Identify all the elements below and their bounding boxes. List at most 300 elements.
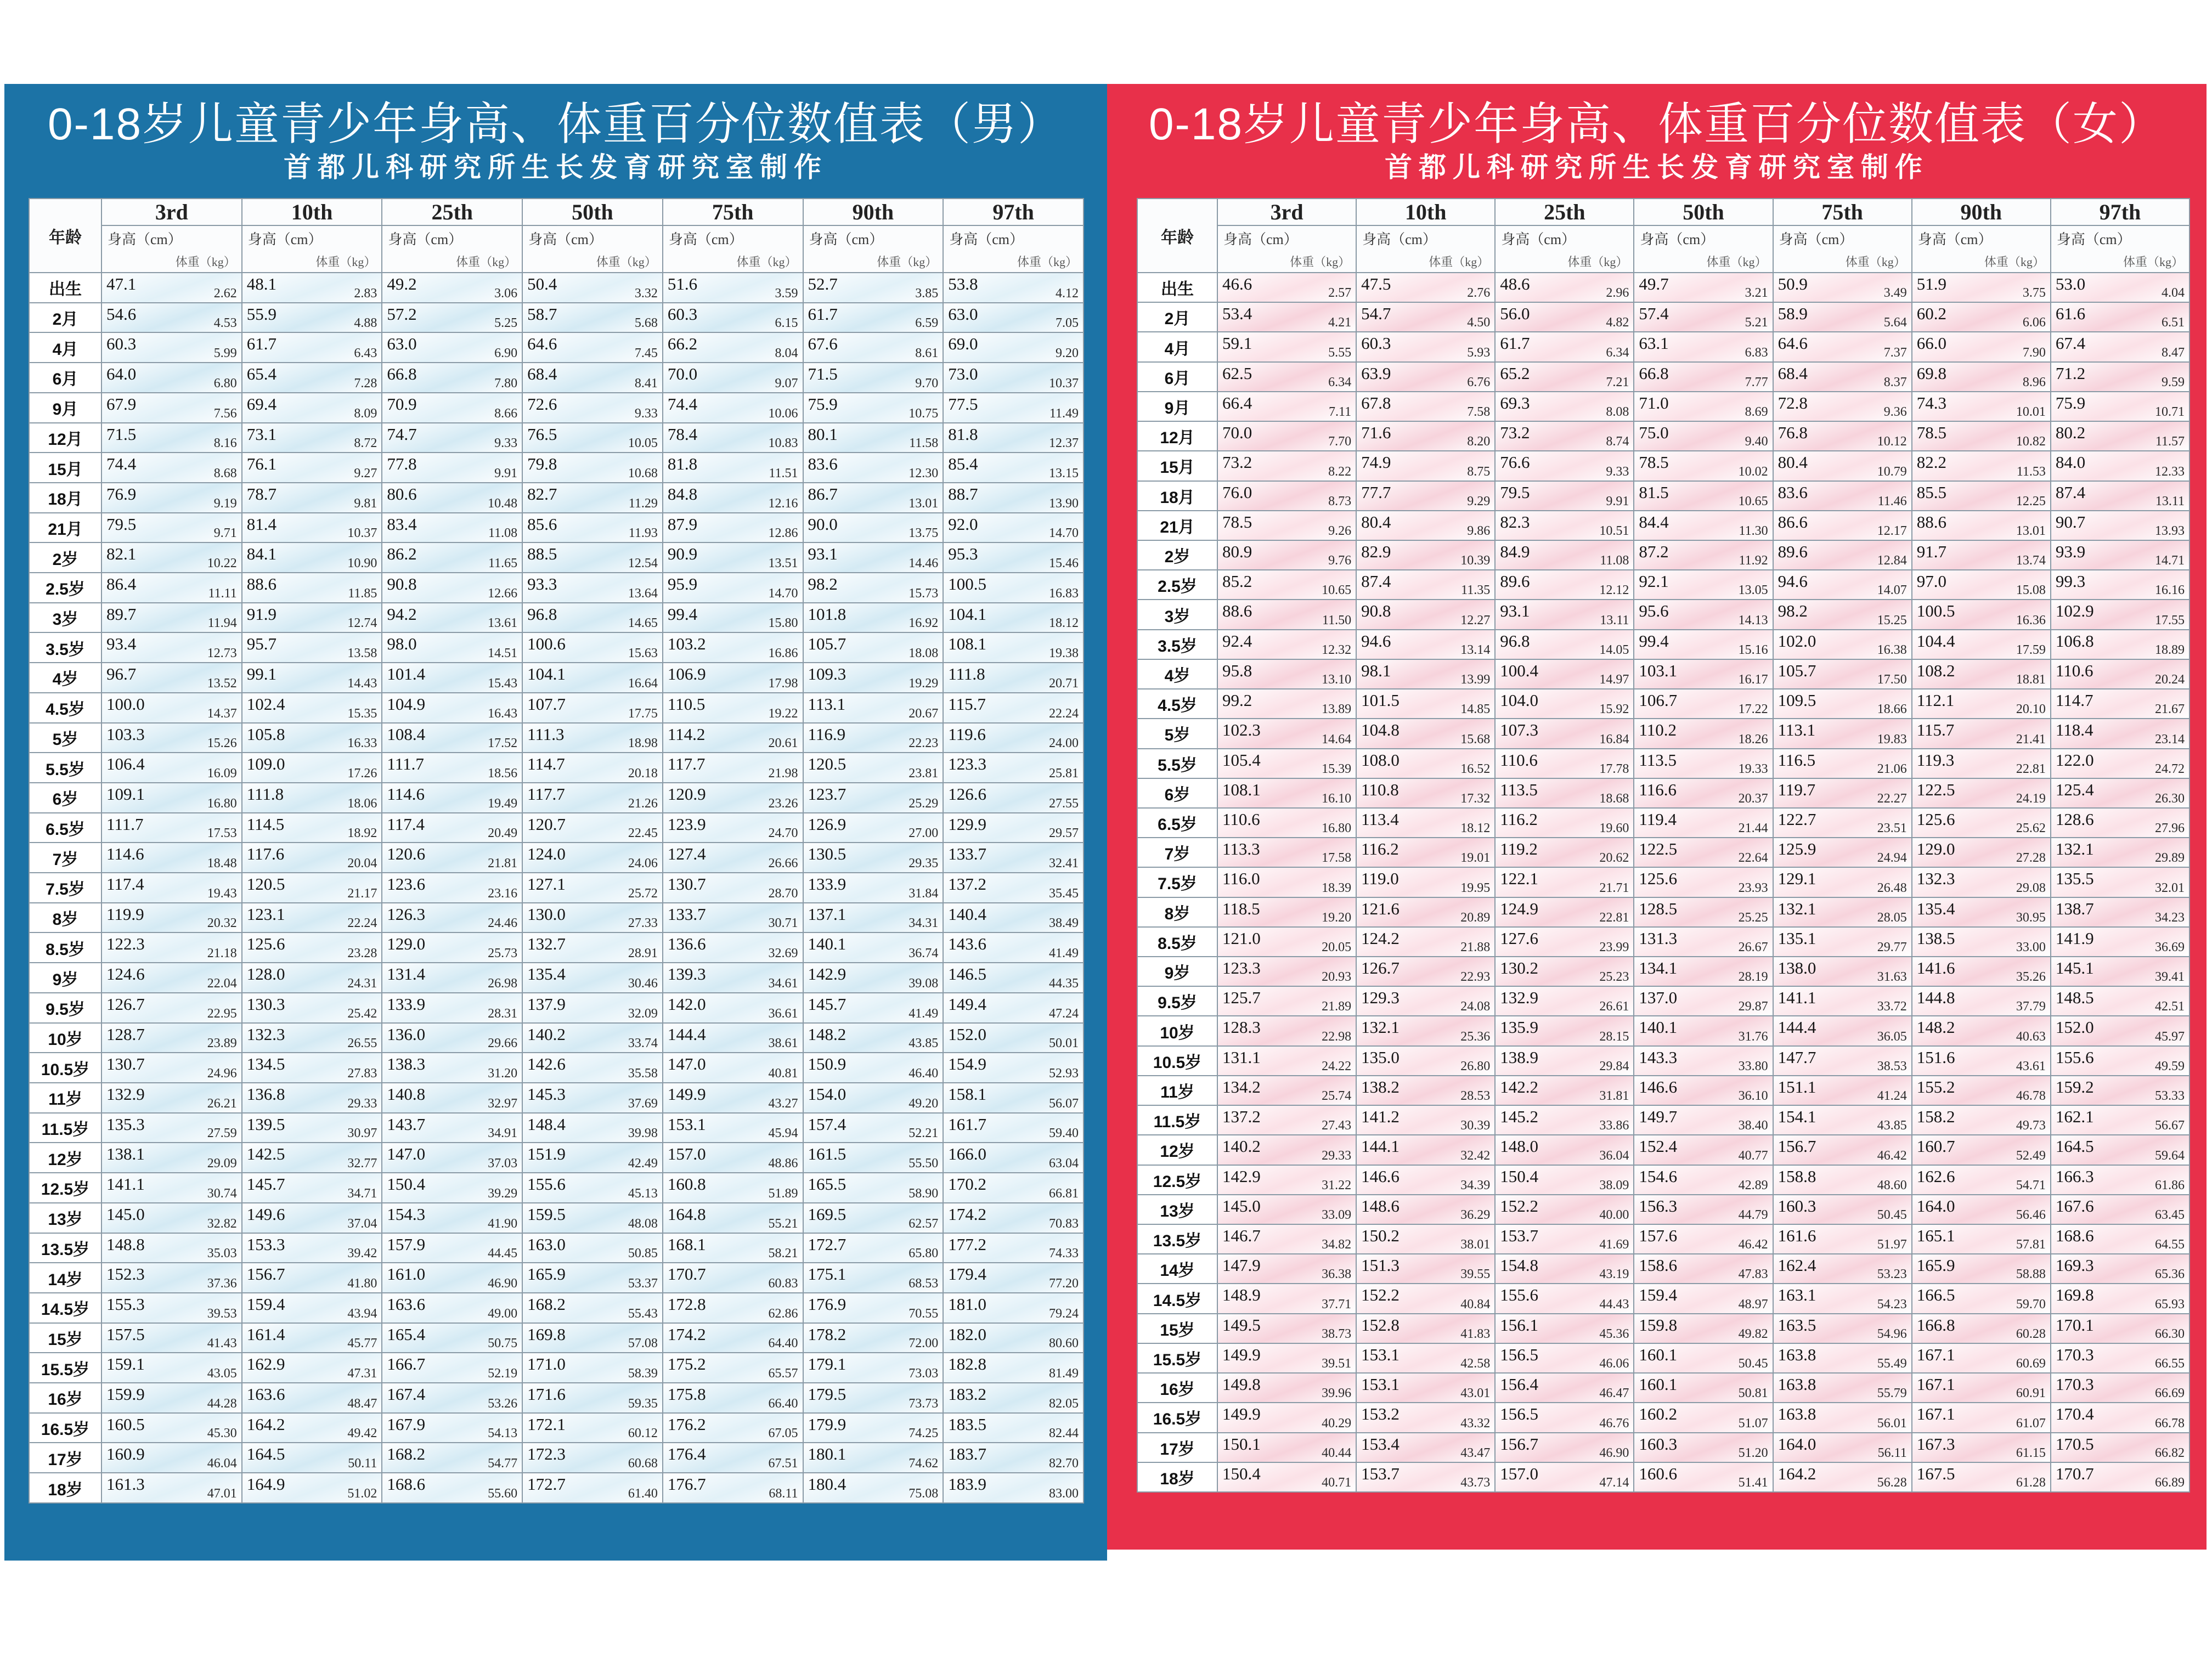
height-value: 117.7 <box>667 754 706 774</box>
weight-value: 81.49 <box>1049 1366 1079 1381</box>
height-value: 103.1 <box>1639 660 1678 680</box>
percentile-cell <box>1356 897 1495 927</box>
height-value: 128.3 <box>1222 1018 1261 1037</box>
percentile-cell <box>1912 1462 2051 1492</box>
weight-value: 39.55 <box>1460 1267 1491 1282</box>
weight-value: 54.71 <box>2016 1178 2046 1192</box>
height-value: 66.4 <box>1222 393 1252 412</box>
height-value: 98.2 <box>1778 601 1808 621</box>
weight-value: 12.17 <box>1877 523 1907 538</box>
percentile-cell <box>943 963 1084 993</box>
percentile-cell <box>1495 719 1634 748</box>
table-row <box>1137 778 2190 808</box>
height-value: 148.5 <box>2055 988 2094 1008</box>
weight-value: 54.77 <box>488 1456 518 1471</box>
percentile-cell <box>1634 1076 1773 1105</box>
height-unit-label: 身高（cm） <box>1917 231 1993 247</box>
percentile-cell <box>101 303 242 333</box>
height-value: 123.3 <box>948 754 986 774</box>
age-label: 17岁 <box>1137 1433 1217 1462</box>
percentile-cell <box>663 423 803 453</box>
age-column-header: 年龄 <box>29 199 101 273</box>
percentile-cell <box>1912 927 2051 957</box>
percentile-cell <box>242 363 382 393</box>
percentile-cell <box>1217 1284 1356 1313</box>
age-label: 5岁 <box>29 723 101 753</box>
weight-value: 19.01 <box>1460 851 1491 866</box>
percentile-cell <box>803 273 944 303</box>
height-value: 123.6 <box>387 874 426 894</box>
height-value: 167.1 <box>1916 1344 1955 1364</box>
percentile-cell <box>1912 957 2051 986</box>
height-value: 99.3 <box>2055 572 2086 591</box>
weight-value: 24.31 <box>347 976 377 991</box>
height-value: 149.8 <box>1222 1375 1261 1394</box>
weight-value: 31.81 <box>1599 1089 1629 1104</box>
percentile-cell <box>1495 630 1634 659</box>
height-value: 141.6 <box>1916 958 1955 978</box>
percentile-cell <box>803 423 944 453</box>
height-value: 132.3 <box>246 1024 285 1044</box>
percentile-cell <box>242 332 382 363</box>
height-value: 119.7 <box>1778 779 1816 799</box>
percentile-cell <box>242 963 382 993</box>
percentile-cell <box>943 632 1084 663</box>
weight-value: 67.05 <box>768 1426 798 1441</box>
weight-value: 26.21 <box>207 1096 237 1111</box>
boys-chart-title: 0-18岁儿童青少年身高、体重百分位数值表（男） <box>47 99 1064 149</box>
percentile-cell <box>2051 659 2190 689</box>
weight-value: 3.85 <box>915 286 939 301</box>
weight-unit-label: 体重（kg） <box>1290 255 1351 269</box>
percentile-cell <box>1634 332 1773 361</box>
height-value: 156.5 <box>1500 1404 1539 1424</box>
height-value: 60.3 <box>667 304 698 324</box>
weight-value: 56.67 <box>2155 1118 2185 1133</box>
height-value: 65.2 <box>1500 363 1530 383</box>
table-row <box>1137 1016 2190 1045</box>
weight-value: 30.74 <box>207 1186 237 1201</box>
percentile-cell <box>1634 1224 1773 1254</box>
height-value: 125.6 <box>246 934 285 954</box>
weight-value: 45.77 <box>347 1336 377 1351</box>
weight-value: 45.13 <box>628 1186 658 1201</box>
weight-value: 24.94 <box>1877 851 1907 866</box>
percentile-cell <box>1217 1076 1356 1105</box>
height-value: 78.5 <box>1639 453 1669 472</box>
weight-value: 9.33 <box>494 436 518 451</box>
height-value: 168.6 <box>387 1474 426 1494</box>
weight-value: 64.40 <box>768 1336 798 1351</box>
percentile-cell <box>1634 897 1773 927</box>
percentile-cell <box>943 1323 1084 1353</box>
weight-value: 4.82 <box>1606 315 1629 330</box>
age-label: 12.5岁 <box>29 1173 101 1203</box>
weight-unit-label: 体重（kg） <box>1017 255 1077 269</box>
height-value: 163.8 <box>1778 1404 1816 1424</box>
height-value: 133.7 <box>948 844 986 864</box>
percentile-cell <box>1634 867 1773 897</box>
weight-value: 36.10 <box>1738 1089 1768 1104</box>
weight-value: 28.53 <box>1460 1089 1491 1104</box>
height-value: 139.5 <box>246 1114 285 1134</box>
percentile-cell <box>1773 1076 1912 1105</box>
height-value: 104.9 <box>387 694 426 714</box>
weight-value: 16.10 <box>1322 791 1352 806</box>
weight-value: 66.30 <box>2155 1326 2185 1341</box>
table-row <box>29 1053 1084 1083</box>
height-value: 170.4 <box>2055 1404 2094 1424</box>
percentile-cell <box>803 573 944 603</box>
percentile-cell <box>242 813 382 843</box>
table-row <box>29 932 1084 963</box>
percentile-cell <box>382 1443 522 1473</box>
height-value: 111.3 <box>527 724 565 744</box>
percentile-cell <box>1217 749 1356 778</box>
percentile-cell <box>2051 1076 2190 1105</box>
age-label: 15岁 <box>29 1323 101 1353</box>
unit-header-row <box>29 225 1084 273</box>
height-unit-label: 身高（cm） <box>388 231 463 247</box>
percentile-cell <box>803 1173 944 1203</box>
height-value: 137.1 <box>808 904 847 924</box>
height-value: 47.5 <box>1361 274 1391 293</box>
weight-value: 35.58 <box>628 1066 658 1081</box>
weight-value: 12.73 <box>207 646 237 661</box>
height-unit-label: 身高（cm） <box>2056 231 2131 247</box>
table-row <box>29 813 1084 843</box>
height-value: 113.5 <box>1639 750 1677 770</box>
age-label: 2岁 <box>29 542 101 573</box>
percentile-cell <box>1495 332 1634 361</box>
percentile-cell <box>2051 927 2190 957</box>
height-value: 133.9 <box>808 874 847 894</box>
weight-value: 40.77 <box>1738 1148 1768 1163</box>
height-value: 148.0 <box>1500 1137 1539 1156</box>
height-value: 161.6 <box>1778 1226 1816 1245</box>
boys-percentile-table <box>29 198 1084 1504</box>
weight-value: 22.98 <box>1322 1029 1352 1044</box>
height-value: 170.2 <box>948 1174 986 1194</box>
height-value: 149.4 <box>948 994 986 1014</box>
height-value: 161.3 <box>106 1474 145 1494</box>
percentile-cell <box>1356 1165 1495 1195</box>
percentile-cell <box>522 1383 663 1413</box>
weight-value: 8.72 <box>354 436 377 451</box>
weight-value: 15.73 <box>909 586 939 601</box>
weight-value: 42.58 <box>1460 1357 1491 1371</box>
weight-value: 43.05 <box>207 1366 237 1381</box>
height-value: 94.6 <box>1361 631 1391 651</box>
height-value: 152.8 <box>1361 1315 1400 1335</box>
percentile-cell <box>1912 1314 2051 1343</box>
percentile-cell <box>1217 1105 1356 1135</box>
height-value: 161.5 <box>808 1144 847 1164</box>
percentile-cell <box>2051 689 2190 719</box>
percentile-cell <box>1217 540 1356 570</box>
age-label: 9.5岁 <box>1137 986 1217 1016</box>
percentile-cell <box>1773 332 1912 361</box>
percentile-cell <box>382 573 522 603</box>
percentile-cell <box>1773 1195 1912 1224</box>
percentile-cell <box>242 542 382 573</box>
age-label: 8岁 <box>1137 897 1217 927</box>
height-value: 57.4 <box>1639 304 1669 324</box>
table-row <box>29 513 1084 543</box>
percentile-cell <box>382 1323 522 1353</box>
height-value: 183.7 <box>948 1444 986 1464</box>
percentile-cell <box>1773 1046 1912 1076</box>
height-value: 136.0 <box>387 1024 426 1044</box>
weight-value: 21.67 <box>2155 702 2185 717</box>
height-value: 164.2 <box>1778 1463 1816 1483</box>
weight-value: 16.43 <box>488 706 518 721</box>
weight-value: 29.08 <box>2016 880 2046 895</box>
weight-value: 5.99 <box>213 346 237 361</box>
height-value: 113.1 <box>808 694 846 714</box>
weight-value: 15.63 <box>628 646 658 661</box>
weight-value: 26.98 <box>488 976 518 991</box>
table-row <box>29 303 1084 333</box>
percentile-cell <box>663 903 803 933</box>
height-value: 48.1 <box>246 274 276 293</box>
percentile-cell <box>1495 392 1634 421</box>
age-label: 18岁 <box>1137 1462 1217 1492</box>
percentile-cell <box>242 693 382 723</box>
weight-value: 17.53 <box>207 826 237 841</box>
percentile-cell <box>803 1113 944 1143</box>
percentile-cell <box>101 903 242 933</box>
percentile-cell <box>1217 1016 1356 1045</box>
height-value: 64.6 <box>527 334 557 354</box>
weight-value: 38.09 <box>1599 1178 1629 1192</box>
weight-value: 18.39 <box>1322 880 1352 895</box>
height-value: 129.3 <box>1361 988 1400 1008</box>
percentile-cell <box>1356 570 1495 600</box>
height-value: 135.4 <box>527 964 566 984</box>
height-value: 182.8 <box>948 1354 986 1374</box>
height-value: 132.1 <box>1361 1018 1400 1037</box>
height-value: 108.0 <box>1361 750 1400 770</box>
percentile-cell <box>1217 302 1356 332</box>
weight-value: 23.81 <box>909 766 939 781</box>
weight-value: 50.11 <box>348 1456 377 1471</box>
height-value: 126.7 <box>1361 958 1400 978</box>
percentile-cell <box>382 813 522 843</box>
height-value: 163.8 <box>1778 1375 1816 1394</box>
weight-value: 25.62 <box>2016 821 2046 836</box>
height-value: 103.3 <box>106 724 145 744</box>
height-value: 53.8 <box>948 274 978 293</box>
percentile-cell <box>1634 570 1773 600</box>
height-value: 164.5 <box>2055 1137 2094 1156</box>
weight-value: 36.04 <box>1599 1148 1629 1163</box>
weight-value: 61.86 <box>2155 1178 2185 1192</box>
weight-value: 20.71 <box>1049 676 1079 691</box>
weight-value: 38.40 <box>1738 1118 1768 1133</box>
height-value: 95.9 <box>667 574 698 594</box>
percentile-cell <box>1912 867 2051 897</box>
weight-value: 47.83 <box>1738 1267 1768 1282</box>
weight-value: 13.11 <box>2155 494 2185 508</box>
percentile-header: 97th <box>943 199 1084 225</box>
weight-value: 39.98 <box>628 1126 658 1141</box>
weight-value: 18.12 <box>1049 616 1079 631</box>
age-label: 15月 <box>29 453 101 483</box>
percentile-cell <box>2051 1373 2190 1403</box>
table-row <box>1137 1403 2190 1432</box>
weight-value: 28.05 <box>1877 910 1907 925</box>
height-value: 139.3 <box>667 964 706 984</box>
weight-value: 10.79 <box>1877 464 1907 479</box>
percentile-header: 97th <box>2051 199 2190 225</box>
unit-header-cell <box>1356 225 1495 273</box>
percentile-header: 25th <box>1495 199 1634 225</box>
height-value: 101.4 <box>387 664 426 684</box>
percentile-cell <box>2051 302 2190 332</box>
weight-value: 43.47 <box>1460 1445 1491 1460</box>
weight-value: 21.17 <box>347 886 377 901</box>
percentile-cell <box>101 1233 242 1263</box>
percentile-cell <box>943 723 1084 753</box>
table-row <box>29 573 1084 603</box>
percentile-cell <box>1773 778 1912 808</box>
weight-value: 27.43 <box>1322 1118 1352 1133</box>
percentile-cell <box>1356 600 1495 629</box>
weight-value: 82.70 <box>1049 1456 1079 1471</box>
height-value: 150.4 <box>1222 1463 1261 1483</box>
height-value: 68.4 <box>527 364 557 384</box>
height-value: 152.3 <box>106 1264 145 1284</box>
percentile-cell <box>1217 897 1356 927</box>
weight-value: 14.43 <box>347 676 377 691</box>
percentile-cell <box>101 813 242 843</box>
table-row <box>1137 1254 2190 1284</box>
weight-value: 49.73 <box>2016 1118 2046 1133</box>
percentile-cell <box>663 1353 803 1383</box>
percentile-cell <box>943 303 1084 333</box>
weight-value: 8.22 <box>1328 464 1352 479</box>
percentile-cell <box>803 993 944 1023</box>
weight-value: 34.91 <box>488 1126 518 1141</box>
weight-value: 2.96 <box>1606 286 1629 301</box>
weight-value: 10.68 <box>628 466 658 481</box>
percentile-cell <box>1912 1403 2051 1432</box>
weight-value: 2.57 <box>1328 286 1352 301</box>
weight-value: 24.96 <box>207 1066 237 1081</box>
weight-value: 13.14 <box>1460 642 1491 657</box>
height-value: 163.8 <box>1778 1344 1816 1364</box>
percentile-cell <box>803 332 944 363</box>
percentile-cell <box>1356 749 1495 778</box>
percentile-cell <box>1356 451 1495 481</box>
weight-value: 8.09 <box>354 406 377 421</box>
height-value: 160.1 <box>1639 1344 1678 1364</box>
weight-value: 31.76 <box>1738 1029 1768 1044</box>
weight-value: 75.08 <box>909 1487 939 1501</box>
percentile-cell <box>2051 540 2190 570</box>
weight-value: 14.51 <box>488 646 518 661</box>
age-label: 8.5岁 <box>29 932 101 963</box>
percentile-cell <box>1217 1195 1356 1224</box>
percentile-cell <box>522 693 663 723</box>
age-label: 10.5岁 <box>1137 1046 1217 1076</box>
weight-value: 14.64 <box>1322 732 1352 747</box>
percentile-cell <box>1773 986 1912 1016</box>
height-value: 114.6 <box>387 784 425 804</box>
weight-value: 9.07 <box>775 376 798 391</box>
height-value: 76.6 <box>1500 453 1530 472</box>
age-label: 10岁 <box>1137 1016 1217 1045</box>
weight-value: 60.83 <box>768 1276 798 1291</box>
height-value: 157.9 <box>387 1234 426 1254</box>
percentile-cell <box>1912 1076 2051 1105</box>
weight-value: 21.81 <box>488 856 518 871</box>
weight-value: 12.84 <box>1877 553 1907 568</box>
percentile-cell <box>1356 511 1495 540</box>
height-value: 127.4 <box>667 844 706 864</box>
height-value: 162.1 <box>2055 1107 2094 1127</box>
height-value: 87.2 <box>1639 541 1669 561</box>
height-value: 84.0 <box>2055 453 2086 472</box>
weight-value: 4.12 <box>1056 286 1079 301</box>
height-value: 183.5 <box>948 1414 986 1434</box>
weight-value: 24.22 <box>1322 1059 1352 1073</box>
percentile-cell <box>803 542 944 573</box>
height-value: 73.2 <box>1222 453 1252 472</box>
table-row <box>1137 1195 2190 1224</box>
weight-unit-label: 体重（kg） <box>1845 255 1906 269</box>
height-value: 160.7 <box>1916 1137 1955 1156</box>
weight-value: 44.35 <box>1049 976 1079 991</box>
height-value: 153.2 <box>1361 1404 1400 1424</box>
percentile-cell <box>382 1023 522 1053</box>
weight-value: 24.72 <box>2155 761 2185 776</box>
height-value: 135.5 <box>2055 869 2094 889</box>
weight-value: 38.01 <box>1460 1237 1491 1252</box>
percentile-cell <box>1495 749 1634 778</box>
height-value: 175.8 <box>667 1384 706 1404</box>
weight-value: 12.30 <box>909 466 939 481</box>
percentile-cell <box>382 393 522 423</box>
weight-value: 17.52 <box>488 736 518 751</box>
percentile-cell <box>1217 1254 1356 1284</box>
height-value: 140.4 <box>948 904 986 924</box>
weight-value: 35.26 <box>2016 970 2046 985</box>
percentile-cell <box>101 632 242 663</box>
height-value: 71.0 <box>1639 393 1669 412</box>
weight-value: 53.33 <box>2155 1089 2185 1104</box>
height-value: 53.4 <box>1222 304 1252 324</box>
height-value: 90.8 <box>1361 601 1391 621</box>
weight-value: 50.45 <box>1738 1357 1768 1371</box>
weight-value: 50.81 <box>1738 1386 1768 1401</box>
height-value: 110.6 <box>1500 750 1538 770</box>
weight-value: 63.45 <box>2155 1208 2185 1222</box>
height-value: 66.0 <box>1916 334 1946 353</box>
percentile-cell <box>1495 511 1634 540</box>
percentile-cell <box>242 1293 382 1323</box>
weight-value: 47.31 <box>347 1366 377 1381</box>
weight-value: 42.51 <box>2155 999 2185 1014</box>
percentile-cell <box>1217 719 1356 748</box>
height-value: 68.4 <box>1778 363 1808 383</box>
table-row <box>1137 362 2190 392</box>
age-label: 13.5岁 <box>1137 1224 1217 1254</box>
weight-value: 16.92 <box>909 616 939 631</box>
height-value: 116.6 <box>1639 779 1677 799</box>
percentile-cell <box>1634 659 1773 689</box>
